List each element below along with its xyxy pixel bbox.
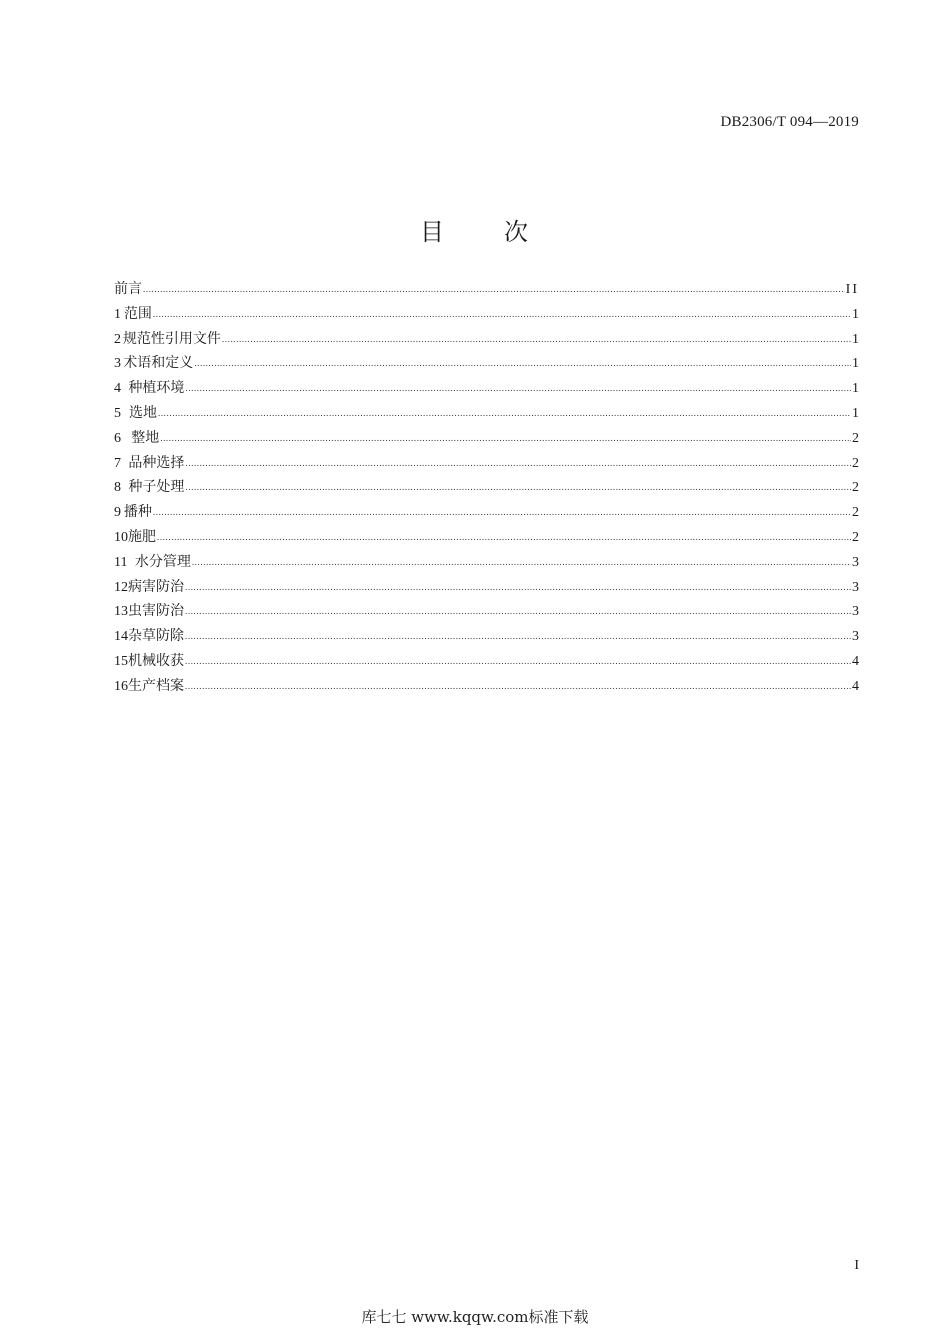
toc-entry-label: 前言 [114, 281, 142, 297]
toc-title-left: 目 [420, 218, 446, 247]
toc-entry-number: 2 [114, 331, 121, 347]
toc-entry-label: 范围 [123, 305, 152, 322]
toc-entry-page: 1 [852, 356, 859, 372]
toc-title [0, 212, 950, 247]
toc-entry-label: 病害防治 [128, 578, 184, 595]
toc-entry-page: 2 [852, 529, 859, 545]
toc-entry-15[interactable] [114, 649, 859, 674]
toc-entry-number: 8 [114, 480, 121, 496]
toc-leader-dots [194, 351, 851, 376]
toc-entry-16[interactable] [114, 674, 859, 699]
toc-entry-number: 11 [114, 554, 128, 570]
toc-leader-dots [222, 327, 851, 352]
toc-entry-page: 3 [852, 579, 859, 595]
toc-entry-14[interactable] [114, 624, 859, 649]
toc-entry-page: 2 [852, 505, 859, 521]
toc-entry-number: 16 [114, 678, 128, 694]
toc-entry-10[interactable] [114, 525, 859, 550]
toc-entry-9[interactable] [114, 500, 859, 525]
toc-leader-dots [185, 624, 851, 649]
toc-leader-dots [143, 277, 845, 302]
toc-entry-number: 7 [114, 455, 121, 471]
toc-entry-number: 4 [114, 381, 121, 397]
toc-entry-label: 整地 [131, 429, 160, 446]
footer-watermark-text: 库七七 www.kqqw.com标准下载 [361, 1308, 589, 1326]
toc-leader-dots [158, 401, 851, 426]
toc-entry-label: 虫害防治 [128, 603, 184, 620]
toc-entry-12[interactable] [114, 575, 859, 600]
toc-entry-8[interactable] [114, 475, 859, 500]
toc-entry-page: 4 [852, 678, 859, 694]
toc-entry-number: 6 [114, 430, 121, 446]
toc-entry-2[interactable] [114, 327, 859, 352]
toc-leader-dots [185, 599, 851, 624]
toc-entry-page: 1 [852, 381, 859, 397]
toc-entry-number: 13 [114, 604, 128, 620]
toc-entry-page: 4 [852, 653, 859, 669]
toc-title-right: 次 [504, 218, 530, 247]
toc-leader-dots [185, 649, 851, 674]
toc-entry-page: 1 [852, 405, 859, 421]
toc-entry-page: 2 [852, 480, 859, 496]
toc-entry-label: 水分管理 [134, 553, 191, 570]
toc-entry-5[interactable] [114, 401, 859, 426]
toc-list [114, 277, 859, 699]
document-code: DB2306/T 094—2019 [720, 114, 859, 130]
toc-entry-page: 1 [852, 306, 859, 322]
toc-entry-label: 选地 [128, 404, 157, 421]
toc-entry-number: 3 [114, 356, 121, 372]
toc-entry-label: 生产档案 [128, 677, 184, 694]
toc-entry-page: 1 [852, 331, 859, 347]
toc-leader-dots [185, 376, 851, 401]
toc-entry-number: 10 [114, 529, 128, 545]
toc-entry-foreword[interactable] [114, 277, 859, 302]
toc-entry-13[interactable] [114, 599, 859, 624]
toc-entry-page: 3 [852, 629, 859, 645]
toc-entry-number: 5 [114, 405, 121, 421]
toc-leader-dots [153, 302, 851, 327]
toc-leader-dots [185, 575, 851, 600]
toc-leader-dots [157, 525, 851, 550]
toc-entry-page: 2 [852, 455, 859, 471]
toc-leader-dots [185, 674, 851, 699]
toc-entry-label: 播种 [123, 504, 152, 521]
toc-entry-1[interactable] [114, 302, 859, 327]
toc-leader-dots [160, 426, 851, 451]
toc-entry-7[interactable] [114, 451, 859, 476]
toc-entry-6[interactable] [114, 426, 859, 451]
toc-entry-3[interactable] [114, 351, 859, 376]
toc-leader-dots [153, 500, 851, 525]
toc-entry-number: 14 [114, 629, 128, 645]
toc-entry-page: 3 [852, 604, 859, 620]
toc-leader-dots [185, 475, 851, 500]
toc-entry-number: 1 [114, 306, 121, 322]
toc-entry-label: 杂草防除 [128, 628, 184, 645]
toc-leader-dots [192, 550, 851, 575]
toc-entry-label: 品种选择 [128, 454, 185, 471]
toc-entry-label: 机械收获 [128, 652, 184, 669]
toc-entry-page: 3 [852, 554, 859, 570]
toc-leader-dots [185, 451, 851, 476]
toc-entry-page: II [845, 282, 859, 297]
toc-entry-number: 9 [114, 505, 121, 521]
toc-entry-number: 12 [114, 579, 128, 595]
toc-entry-label: 规范性引用文件 [122, 330, 221, 347]
toc-entry-11[interactable] [114, 550, 859, 575]
toc-entry-label: 施肥 [128, 528, 156, 545]
toc-entry-label: 种植环境 [128, 380, 185, 397]
toc-entry-4[interactable] [114, 376, 859, 401]
toc-entry-number: 15 [114, 653, 128, 669]
page-number: I [854, 1258, 859, 1273]
toc-entry-label: 术语和定义 [123, 355, 194, 372]
toc-entry-label: 种子处理 [128, 479, 185, 496]
toc-entry-page: 2 [852, 430, 859, 446]
